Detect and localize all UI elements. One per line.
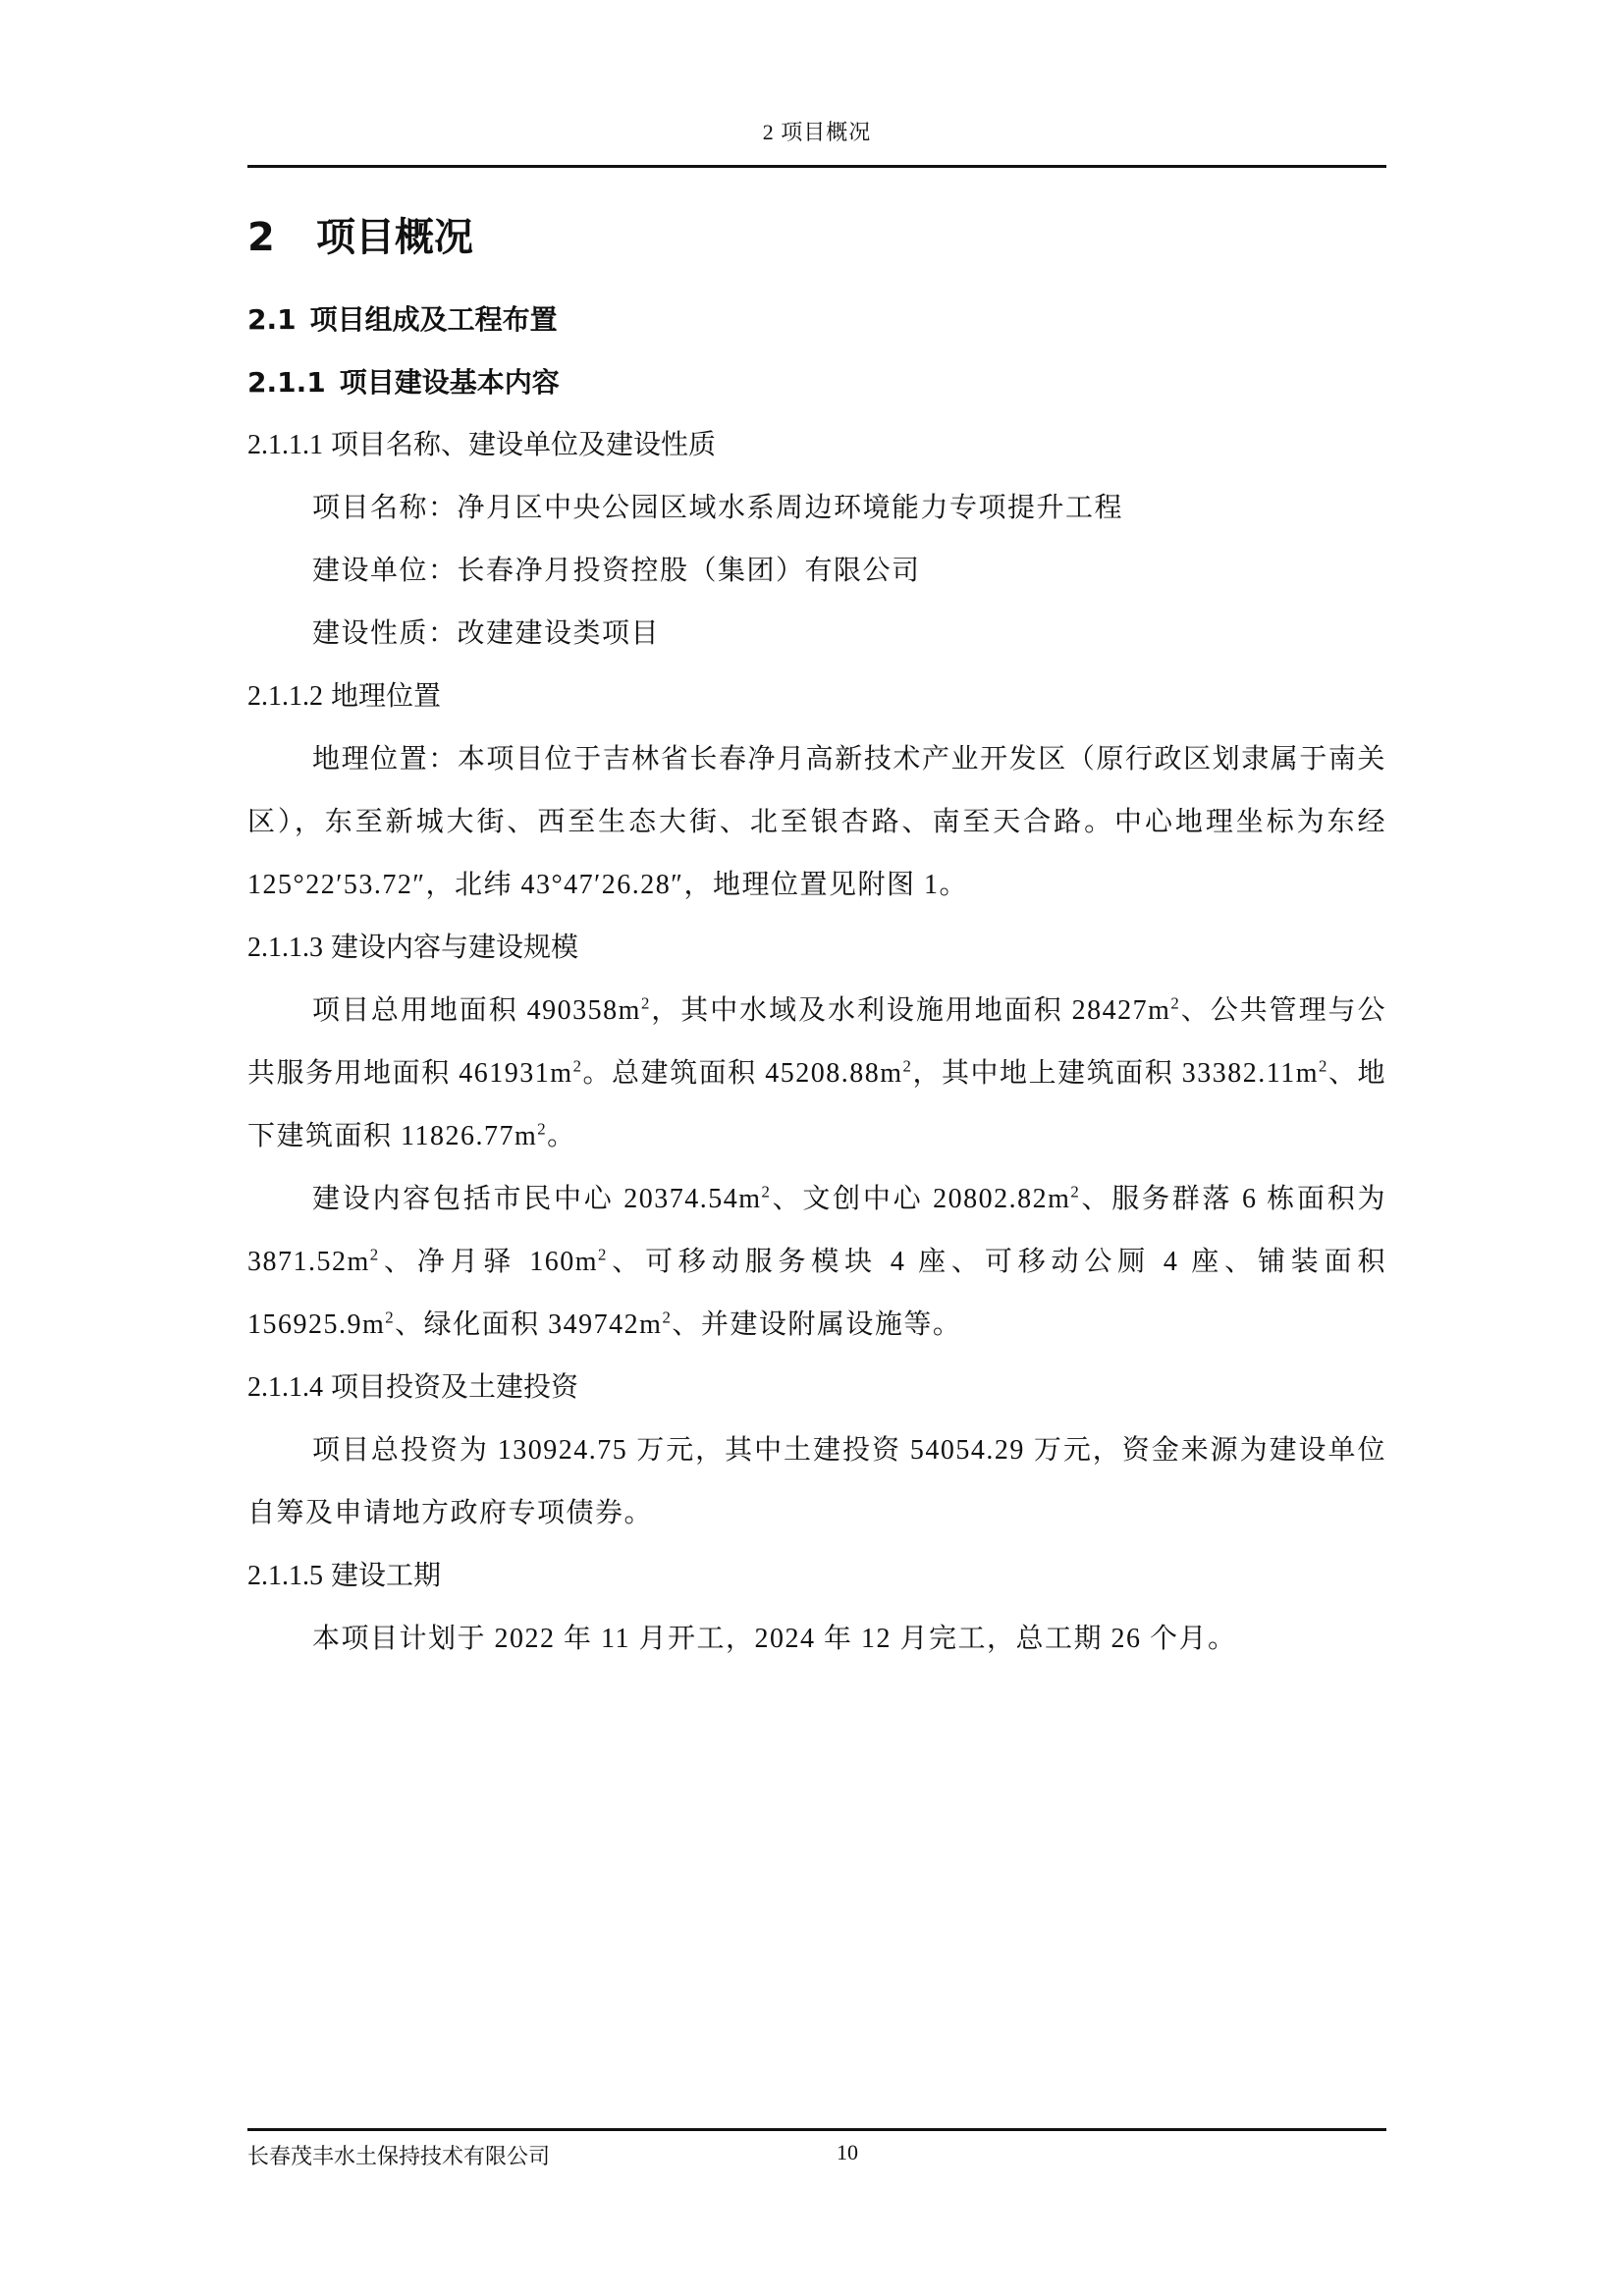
chapter-heading <box>247 208 1386 267</box>
superscript: 2 <box>385 1308 396 1327</box>
paragraph: 地理位置：本项目位于吉林省长春净月高新技术产业开发区（原行政区划隶属于南关区），东至新城大街、西至生态大街、北至银杏路、南至天合路。中心地理坐标为东经 125°22′53.72″，北纬 43°47′26.28″，地理位置见附图 1。 <box>247 744 1386 900</box>
text-run: 项目总用地面积 490358m <box>312 995 641 1026</box>
text-run: 、地下建筑面积 11826.77m <box>247 1058 1386 1151</box>
text-run: ，其中地上建筑面积 33382.11m <box>912 1058 1320 1089</box>
text-run: 、服务群落 6 栋面积为 3871.52m <box>247 1184 1387 1277</box>
paragraph <box>247 1168 1386 1357</box>
item-title: 地理位置 <box>331 681 442 712</box>
item-number: 2.1.1.3 <box>247 933 323 963</box>
superscript: 2 <box>761 1182 772 1201</box>
page-number: 10 <box>837 2140 858 2164</box>
item-title: 项目投资及土建投资 <box>331 1372 579 1403</box>
item-heading <box>247 917 1386 980</box>
subsection-number: 2.1.1 <box>247 366 326 399</box>
chapter-number: 2 <box>247 215 275 260</box>
superscript: 2 <box>662 1308 673 1327</box>
superscript: 2 <box>902 1056 913 1076</box>
paragraph: 建设单位：长春净月投资控股（集团）有限公司 <box>312 556 921 586</box>
item-title: 项目名称、建设单位及建设性质 <box>331 430 717 460</box>
item-title: 建设工期 <box>331 1561 442 1591</box>
section-heading <box>247 289 1386 351</box>
text-run: 建设内容包括市民中心 20374.54m <box>312 1184 762 1214</box>
text-run: 、绿化面积 349742m <box>395 1309 663 1340</box>
text-run: 、公共管理与公共服务用地面积 461931m <box>247 995 1387 1089</box>
paragraph: 本项目计划于 2022 年 11 月开工，2024 年 12 月完工，总工期 26 个月。 <box>312 1624 1237 1654</box>
footer-rule <box>247 2128 1386 2131</box>
text-run: 。总建筑面积 45208.88m <box>582 1058 903 1089</box>
text-run: 。 <box>547 1121 576 1151</box>
text-run: 、文创中心 20802.82m <box>771 1184 1071 1214</box>
chapter-title: 项目概况 <box>316 215 473 260</box>
subsection-heading <box>247 351 1386 414</box>
subsection-title: 项目建设基本内容 <box>339 366 560 399</box>
text-run: 、并建设附属设施等。 <box>672 1309 962 1340</box>
section-title: 项目组成及工程布置 <box>309 303 558 336</box>
header-rule <box>247 165 1386 168</box>
paragraph: 项目名称：净月区中央公园区域水系周边环境能力专项提升工程 <box>312 493 1124 523</box>
text-run: 、净月驿 160m <box>379 1247 599 1277</box>
running-header: 2 项目概况 <box>762 120 872 144</box>
item-heading <box>247 414 1386 477</box>
section-number: 2.1 <box>247 303 297 336</box>
superscript: 2 <box>572 1056 583 1076</box>
item-heading <box>247 1357 1386 1419</box>
superscript: 2 <box>369 1245 380 1264</box>
text-run: 、可移动服务模块 4 座、可移动公厕 4 座、铺装面积 156925.9m <box>247 1247 1386 1340</box>
item-heading <box>247 1545 1386 1608</box>
item-number: 2.1.1.2 <box>247 681 323 712</box>
item-number: 2.1.1.1 <box>247 430 323 460</box>
superscript: 2 <box>598 1245 608 1264</box>
paragraph: 项目总投资为 130924.75 万元，其中土建投资 54054.29 万元，资金来源为建设单位自筹及申请地方政府专项债券。 <box>247 1435 1386 1528</box>
page-content <box>247 196 1386 1671</box>
footer-company: 长春茂丰水土保持技术有限公司 <box>247 2144 551 2168</box>
paragraph: 建设性质：改建建设类项目 <box>312 618 661 649</box>
superscript: 2 <box>1319 1056 1328 1076</box>
item-title: 建设内容与建设规模 <box>331 933 579 963</box>
item-number: 2.1.1.4 <box>247 1372 323 1403</box>
paragraph <box>247 980 1386 1168</box>
superscript: 2 <box>640 993 651 1013</box>
superscript: 2 <box>1170 993 1181 1013</box>
superscript: 2 <box>1070 1182 1081 1201</box>
text-run: ，其中水域及水利设施用地面积 28427m <box>650 995 1171 1026</box>
item-number: 2.1.1.5 <box>247 1561 323 1591</box>
item-heading <box>247 666 1386 728</box>
superscript: 2 <box>537 1119 548 1139</box>
